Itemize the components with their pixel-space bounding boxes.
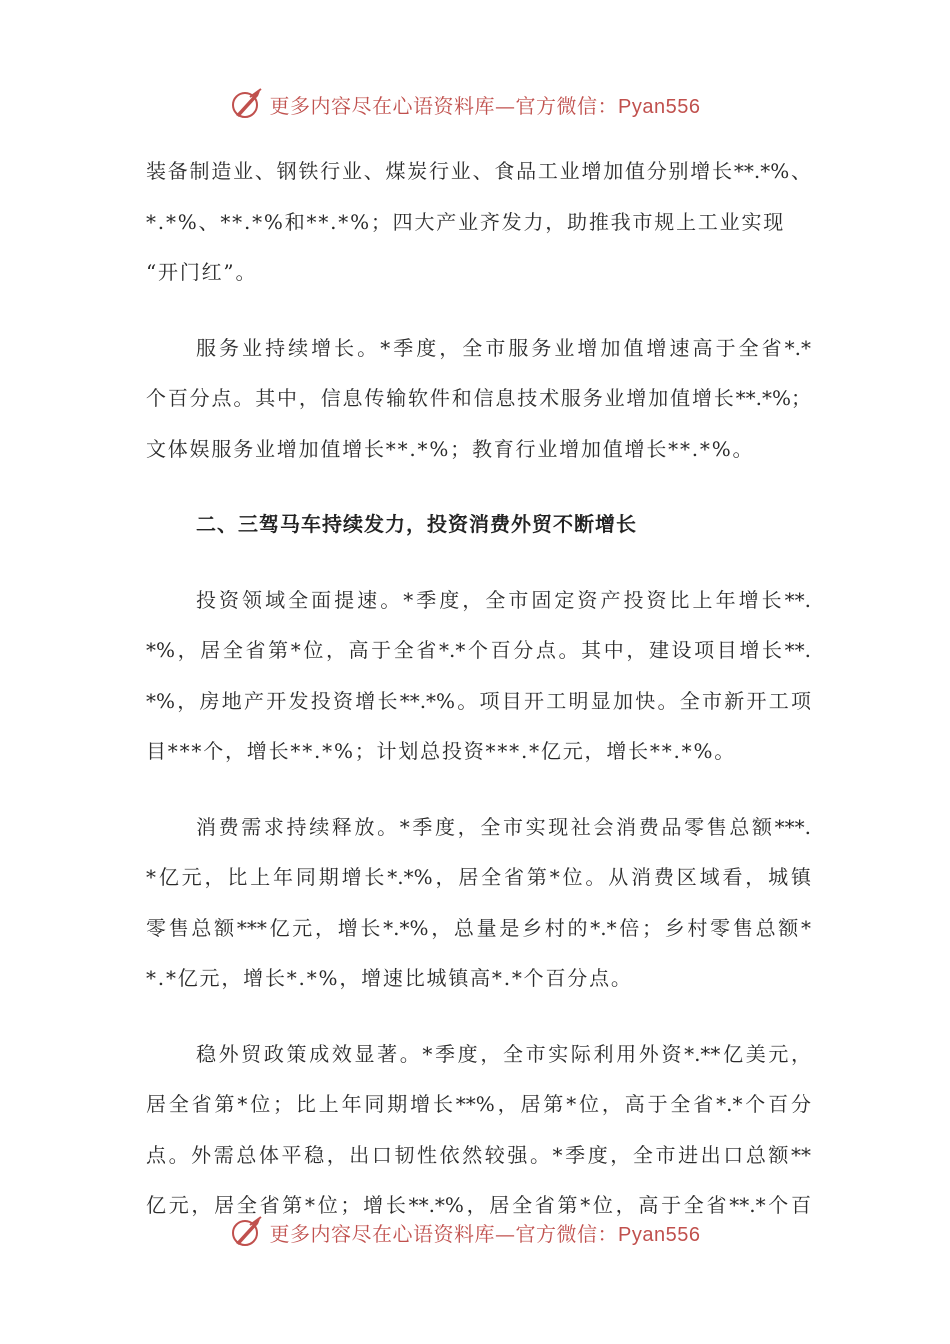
watermark-text: 更多内容尽在心语资料库—官方微信：Pyan556: [269, 93, 701, 118]
watermark-text: 更多内容尽在心语资料库—官方微信：Pyan556: [269, 1221, 701, 1246]
paragraph-foreign-trade: [146, 1029, 811, 1231]
paragraph-industry: [146, 146, 811, 298]
text-line: *%，房地产开发投资增长**.*%。项目开工明显加快。全市新开工项: [146, 688, 811, 713]
text-line: *%，居全省第*位，高于全省*.*个百分点。其中，建设项目增长**.: [146, 638, 811, 662]
text-line: *.*亿元，增长*.*%，增速比城镇高*.*个百分点。: [146, 966, 633, 990]
text-line: 个百分点。其中，信息传输软件和信息技术服务业增加值增长**.*%；: [146, 386, 811, 410]
quill-pen-logo-icon: [230, 87, 264, 121]
text-line: 点。外需总体平稳，出口韧性依然较强。*季度，全市进出口总额**: [146, 1142, 811, 1167]
paragraph-services: [146, 323, 811, 475]
paragraph-investment: [146, 575, 811, 777]
text-line: “开门红”。: [146, 260, 258, 284]
text-line: 装备制造业、钢铁行业、煤炭行业、食品工业增加值分别增长**.*%、: [146, 159, 811, 183]
text-line: 目***个，增长**.*%；计划总投资***.*亿元，增长**.*%。: [146, 739, 737, 763]
text-line: 投资领域全面提速。*季度，全市固定资产投资比上年增长**.: [196, 587, 811, 612]
text-line: *.*%、**.*%和**.*%；四大产业齐发力，助推我市规上工业实现: [146, 209, 786, 234]
text-line: 稳外贸政策成效显著。*季度，全市实际利用外资*.**亿美元，: [196, 1041, 811, 1066]
text-line: 亿元，居全省第*位；增长**.*%，居全省第*位，高于全省**.*个百: [146, 1193, 811, 1217]
watermark-banner-top: [0, 82, 950, 126]
quill-pen-logo-icon: [230, 1215, 264, 1249]
watermark-banner-bottom: [0, 1210, 950, 1254]
text-line: 消费需求持续释放。*季度，全市实现社会消费品零售总额***.: [196, 814, 811, 839]
text-line: 零售总额***亿元，增长*.*%，总量是乡村的*.*倍；乡村零售总额*: [146, 915, 811, 940]
text-line: 文体娱服务业增加值增长**.*%；教育行业增加值增长**.*%。: [146, 436, 755, 461]
text-line: 服务业持续增长。*季度，全市服务业增加值增速高于全省*.*: [196, 335, 811, 360]
text-line: *亿元，比上年同期增长*.*%，居全省第*位。从消费区域看，城镇: [146, 865, 811, 889]
text-line: 居全省第*位；比上年同期增长**%，居第*位，高于全省*.*个百分: [146, 1092, 811, 1116]
paragraph-consumption: [146, 802, 811, 1004]
section-heading: 二、三驾马车持续发力，投资消费外贸不断增长: [196, 512, 637, 536]
document-body: [146, 146, 811, 1256]
